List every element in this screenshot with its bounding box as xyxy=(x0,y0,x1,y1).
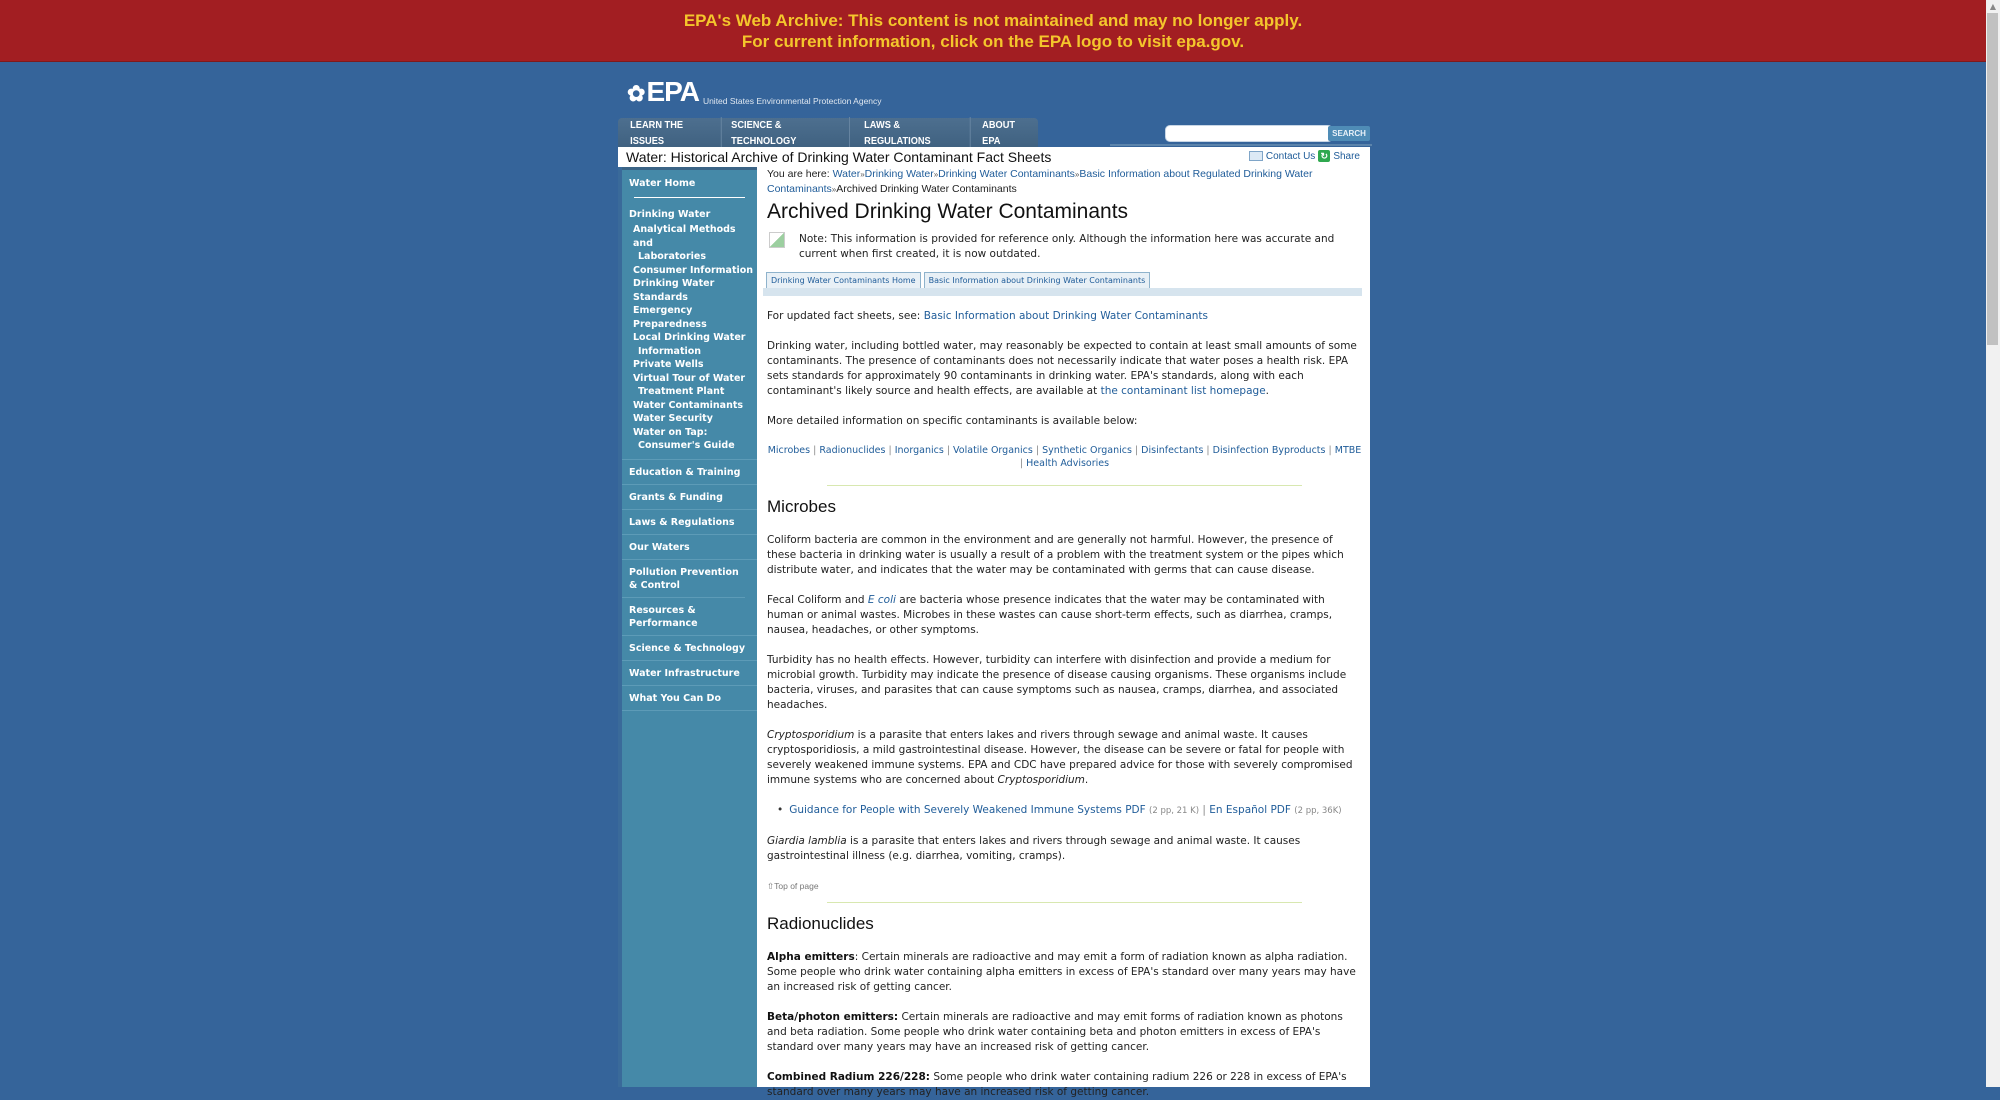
sidebar-drinking-water-group xyxy=(622,202,757,460)
link-mtbe[interactable]: MTBE xyxy=(1334,445,1362,456)
epa-logo[interactable] xyxy=(627,78,882,108)
espanol-pdf-size: (2 pp, 36K) xyxy=(1294,806,1342,816)
breadcrumb-water[interactable]: Water xyxy=(832,168,861,180)
tab-basic-information[interactable]: Basic Information about Drinking Water Contaminants xyxy=(924,272,1151,288)
nav-learn-the-issues[interactable]: LEARN THE ISSUES xyxy=(624,117,722,149)
link-disinfectants[interactable]: Disinfectants xyxy=(1141,445,1204,456)
guidance-pdf-link[interactable]: Guidance for People with Severely Weakened Immune Systems PDF xyxy=(789,804,1146,816)
link-volatile-organics[interactable]: Volatile Organics xyxy=(953,445,1033,456)
scrollbar-thumb[interactable] xyxy=(1987,13,1998,345)
arrow-up-icon: ⇧ xyxy=(767,881,775,891)
tab-contaminants-home[interactable]: Drinking Water Contaminants Home xyxy=(766,272,921,288)
note-text: Note: This information is provided for reference only. Although the information here was accurate and current when first created, it is now outdated. xyxy=(799,233,1335,260)
guidance-list-item: • Guidance for People with Severely Weakened Immune Systems PDF (2 pp, 21 K) | En Español PDF (2 pp, 36K) xyxy=(777,804,1342,816)
archive-banner-line1: EPA's Web Archive: This content is not maintained and may no longer apply. xyxy=(683,11,1303,30)
sidebar-item-grants-funding[interactable]: Grants & Funding xyxy=(622,485,757,510)
search-input[interactable] xyxy=(1165,125,1333,142)
microbes-fecal-paragraph: Fecal Coliform and E coli are bacteria whose presence indicates that the water may be contaminated with human or animal wastes. Microbes in these wastes can cause short-term effects, such as diarrhea, cramps, nausea, headaches, or other symptoms. xyxy=(767,594,1333,636)
section-divider xyxy=(827,485,1302,486)
link-disinfection-byproducts[interactable]: Disinfection Byproducts xyxy=(1212,445,1326,456)
top-navigation xyxy=(618,118,1038,148)
sidebar-subitem-water-contaminants[interactable]: Water Contaminants xyxy=(633,399,744,411)
sidebar-item-water-infrastructure[interactable]: Water Infrastructure xyxy=(622,661,757,686)
link-synthetic-organics[interactable]: Synthetic Organics xyxy=(1042,445,1132,456)
sidebar xyxy=(618,167,757,1087)
breadcrumb-separator: » xyxy=(860,170,865,179)
sidebar-subitem-water-on-tap[interactable]: Water on Tap: Consumer's Guide xyxy=(633,426,735,451)
radionuclides-radium-paragraph: Combined Radium 226/228: Some people who drink water containing radium 226 or 228 in excess of EPA's standard over many years may have an increased risk of getting cancer. xyxy=(767,1071,1347,1098)
sidebar-item-resources-performance[interactable]: Resources & Performance xyxy=(622,598,757,636)
nav-laws-regulations[interactable]: LAWS & REGULATIONS xyxy=(858,117,971,149)
radionuclides-alpha-paragraph: Alpha emitters: Certain minerals are radioactive and may emit a form of radiation known as alpha radiation. Some people who drink water containing alpha emitters in excess of EPA's standard over many years may have an increased risk of getting cancer. xyxy=(767,951,1356,993)
epa-logo-text: EPA xyxy=(646,76,699,107)
main-content xyxy=(767,167,1362,1100)
sidebar-subitem-emergency-preparedness[interactable]: Emergency Preparedness xyxy=(633,305,707,330)
share-icon[interactable]: ↻ xyxy=(1318,150,1330,162)
e-coli-link[interactable]: E coli xyxy=(867,594,896,606)
share-link[interactable]: Share xyxy=(1333,150,1360,162)
search-divider xyxy=(1110,144,1372,146)
breadcrumb-current: Archived Drinking Water Contaminants xyxy=(836,183,1017,195)
sidebar-item-drinking-water[interactable]: Drinking Water xyxy=(629,209,711,220)
breadcrumb-drinking-water-contaminants[interactable]: Drinking Water Contaminants xyxy=(938,168,1075,180)
sidebar-subitem-water-security[interactable]: Water Security xyxy=(633,413,713,424)
sidebar-item-education-training[interactable]: Education & Training xyxy=(622,460,757,485)
sidebar-item-pollution-prevention[interactable]: Pollution Prevention & Control xyxy=(622,560,745,598)
microbes-heading: Microbes xyxy=(767,497,836,516)
mail-icon xyxy=(1249,151,1263,161)
updated-fact-sheets: For updated fact sheets, see: Basic Information about Drinking Water Contaminants xyxy=(767,310,1209,322)
page-container xyxy=(618,147,1370,1098)
link-microbes[interactable]: Microbes xyxy=(767,445,811,456)
section-tabs xyxy=(763,272,1362,296)
microbes-cryptosporidium-paragraph: Cryptosporidium is a parasite that enters lakes and rivers through sewage and animal waste. It causes cryptosporidiosis, a mild gastrointestinal disease. However, the disease can be severe or fatal for people with severely weakened immune systems. EPA and CDC have prepared advice for those with severely compromised immune systems who are concerned about Cryptosporidium. xyxy=(767,729,1353,786)
more-info-text: More detailed information on specific contaminants is available below: xyxy=(767,415,1138,427)
radionuclides-beta-paragraph: Beta/photon emitters: Certain minerals are radioactive and may emit forms of radiation known as photons and beta radiation. Some people who drink water containing beta and photon emitters in excess of EPA's standard over many years may have an increased risk of getting cancer. xyxy=(767,1011,1343,1053)
link-radionuclides[interactable]: Radionuclides xyxy=(819,445,886,456)
section-divider xyxy=(827,902,1302,903)
intro-paragraph: Drinking water, including bottled water, may reasonably be expected to contain at least small amounts of some contaminants. The presence of contaminants does not necessarily indicate that water poses a health risk. EPA sets standards for approximately 90 contaminants in drinking water. EPA's standards, along with each contaminant's likely source and health effects, are available at the contaminant list homepage. xyxy=(767,340,1357,397)
link-health-advisories[interactable]: Health Advisories xyxy=(1026,458,1110,469)
microbes-turbidity-paragraph: Turbidity has no health effects. However, turbidity can interfere with disinfection and provide a medium for microbial growth. Turbidity may indicate the presence of disease causing organisms. These organisms include bacteria, viruses, and parasites that can cause symptoms such as nausea, cramps, diarrhea, and associated headaches. xyxy=(767,654,1347,711)
link-inorganics[interactable]: Inorganics xyxy=(894,445,944,456)
contaminant-list-link[interactable]: the contaminant list homepage xyxy=(1100,385,1266,397)
outdated-note xyxy=(767,232,1362,262)
guidance-pdf-size: (2 pp, 21 K) xyxy=(1149,806,1200,816)
broken-image-icon xyxy=(769,232,785,248)
archive-banner-line2: For current information, click on the EPA logo to visit epa.gov. xyxy=(741,32,1245,51)
breadcrumb-separator: » xyxy=(933,170,939,179)
sidebar-item-laws-regulations[interactable]: Laws & Regulations xyxy=(622,510,757,535)
microbes-coliform-paragraph: Coliform bacteria are common in the environment and are generally not harmful. However, the presence of these bacteria in drinking water is usually a result of a problem with the treatment system or the pipes which distribute water, and indicates that the water may be contaminated with germs that can cause disease. xyxy=(767,534,1344,576)
breadcrumb-separator: » xyxy=(831,185,837,194)
breadcrumb-basic-information[interactable]: Basic Information about Regulated Drinking Water Contaminants xyxy=(767,168,1313,195)
epa-flower-icon: ✿ xyxy=(627,81,645,106)
sidebar-subitem-consumer-information[interactable]: Consumer Information xyxy=(633,264,754,276)
nav-science-technology[interactable]: SCIENCE & TECHNOLOGY xyxy=(725,117,850,149)
sidebar-item-science-technology[interactable]: Science & Technology xyxy=(622,636,757,661)
radionuclides-heading: Radionuclides xyxy=(767,914,874,933)
top-of-page-link[interactable]: ⇧Top of page xyxy=(767,881,819,891)
breadcrumb-separator: » xyxy=(1074,170,1080,179)
breadcrumb-prefix: You are here: xyxy=(767,168,830,180)
epa-logo-mark xyxy=(627,78,699,108)
sidebar-item-what-you-can-do[interactable]: What You Can Do xyxy=(622,686,757,711)
page-heading: Archived Drinking Water Contaminants xyxy=(767,200,1129,223)
category-links: Microbes | Radionuclides | Inorganics | Volatile Organics | Synthetic Organics | Disinfectants | Disinfection Byproducts | MTBE | Health Advisories xyxy=(767,445,1362,469)
search-button[interactable]: SEARCH xyxy=(1328,126,1370,141)
epa-logo-subtitle: United States Environmental Protection Agency xyxy=(702,96,882,106)
vertical-scrollbar[interactable] xyxy=(1986,0,2000,1087)
archive-banner xyxy=(0,0,1986,62)
sidebar-subitem-virtual-tour[interactable]: Virtual Tour of Water Treatment Plant xyxy=(633,372,746,397)
sidebar-item-our-waters[interactable]: Our Waters xyxy=(622,535,757,560)
contact-us-link[interactable]: Contact Us xyxy=(1265,150,1316,162)
sidebar-item-water-home[interactable]: Water Home xyxy=(629,178,696,189)
sidebar-subitem-drinking-water-standards[interactable]: Drinking Water Standards xyxy=(633,278,715,303)
scroll-up-arrow-icon[interactable]: ▲ xyxy=(1989,2,1997,11)
sidebar-subitem-analytical-methods[interactable]: Analytical Methods and Laboratories xyxy=(633,224,736,262)
espanol-pdf-link[interactable]: En Español PDF xyxy=(1209,804,1291,816)
microbes-giardia-paragraph: Giardia lamblia is a parasite that enters lakes and rivers through sewage and animal waste. It causes gastrointestinal illness (e.g. diarrhea, vomiting, cramps). xyxy=(767,835,1301,862)
section-title: Water: Historical Archive of Drinking Water Contaminant Fact Sheets xyxy=(626,149,1052,165)
breadcrumb-drinking-water[interactable]: Drinking Water xyxy=(864,168,934,180)
basic-information-link[interactable]: Basic Information about Drinking Water Contaminants xyxy=(923,310,1209,322)
sidebar-divider xyxy=(634,197,745,198)
breadcrumb xyxy=(767,167,1362,197)
utility-links xyxy=(1249,150,1360,162)
sidebar-subitem-local-drinking-water[interactable]: Local Drinking Water Information xyxy=(633,332,746,357)
sidebar-subitem-private-wells[interactable]: Private Wells xyxy=(633,359,704,370)
nav-about-epa[interactable]: ABOUT EPA xyxy=(982,119,1016,147)
